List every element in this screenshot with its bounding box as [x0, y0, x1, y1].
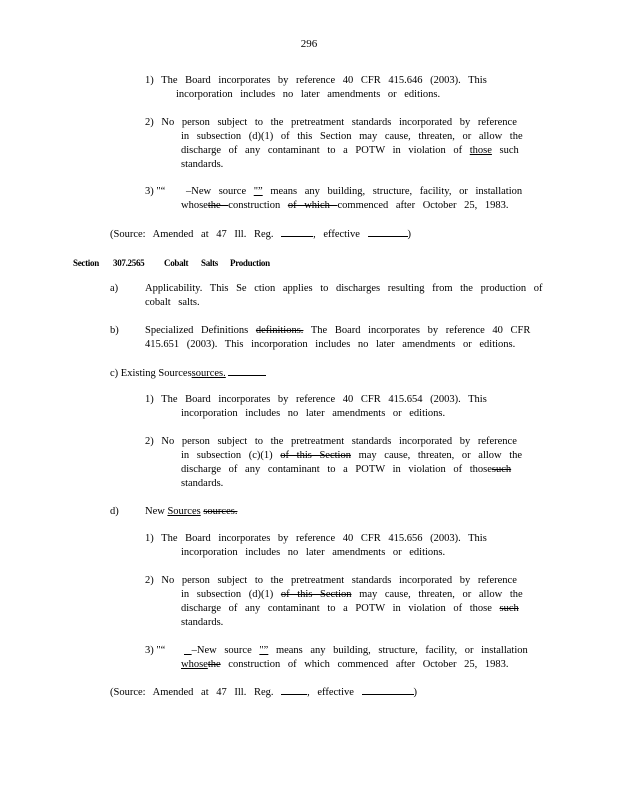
c2-line-1: 2) No person subject to the pretreatment standards incorporated by reference	[145, 436, 517, 447]
para-3-line-1: –New source "” means any building, structure, facility, or installation	[186, 186, 523, 197]
para-2-line-4: standards.	[181, 159, 224, 170]
section-title-word-2: Salts	[201, 258, 219, 268]
para-3-line-2: whosethe construction of which commenced after October 25, 1983.	[181, 200, 509, 211]
c2-line-4: standards.	[181, 478, 224, 489]
d3-number: 3) "“	[145, 645, 166, 656]
subsection-d-label: d)	[110, 506, 119, 517]
para-1-line-1: 1) The Board incorporates by reference 40 CFR 415.646 (2003). This	[145, 75, 487, 86]
subsection-a-label: a)	[110, 283, 119, 294]
d2-line-3: discharge of any contaminant to a POTW in violation of those such	[181, 603, 519, 614]
d2-line-1: 2) No person subject to the pretreatment standards incorporated by reference	[145, 575, 517, 586]
section-title-word-3: Production	[230, 258, 270, 268]
section-label: Section	[73, 258, 99, 268]
para-3-number: 3) "“	[145, 186, 166, 197]
subsection-b-line-2: 415.651 (2003). This incorporation includes no later amendments or editions.	[145, 339, 516, 350]
c1-line-2: incorporation includes no later amendments or editions.	[181, 408, 446, 419]
page-number: 296	[300, 38, 318, 50]
para-2-line-2: in subsection (d)(1) of this Section may cause, threaten, or allow the	[181, 131, 523, 142]
d2-line-2: in subsection (d)(1) of this Section may cause, threaten, or allow the	[181, 589, 523, 600]
subsection-c-heading: c) Existing Sourcessources.	[110, 366, 266, 381]
source-note-1: (Source: Amended at 47 Ill. Reg. , effective )	[110, 229, 412, 240]
d3-line-2: whosethe construction of which commenced after October 25, 1983.	[181, 659, 509, 670]
para-2-line-3: discharge of any contaminant to a POTW in violation of those such	[181, 145, 519, 156]
c1-line-1: 1) The Board incorporates by reference 40 CFR 415.654 (2003). This	[145, 394, 487, 405]
subsection-d-heading: New Sources sources.	[145, 506, 238, 517]
section-number: 307.2565	[113, 258, 145, 268]
c2-line-2: in subsection (c)(1) of this Section may cause, threaten, or allow the	[181, 450, 523, 461]
c2-line-3: discharge of any contaminant to a POTW in violation of thosesuch	[181, 464, 512, 475]
subsection-a-line-1: Applicability. This Se ction applies to discharges resulting from the production of	[145, 283, 543, 294]
d2-line-4: standards.	[181, 617, 224, 628]
subsection-a-line-2: cobalt salts.	[145, 297, 200, 308]
d3-line-1: –New source "” means any building, structure, facility, or installation	[191, 645, 528, 656]
subsection-b-label: b)	[110, 325, 119, 336]
d1-line-2: incorporation includes no later amendments or editions.	[181, 547, 446, 558]
d1-line-1: 1) The Board incorporates by reference 40 CFR 415.656 (2003). This	[145, 533, 487, 544]
para-1-line-2: incorporation includes no later amendments or editions.	[176, 89, 441, 100]
para-2-line-1: 2) No person subject to the pretreatment standards incorporated by reference	[145, 117, 517, 128]
source-note-2: (Source: Amended at 47 Ill. Reg. , effective )	[110, 687, 418, 698]
section-title-word-1: Cobalt	[164, 258, 189, 268]
subsection-b-line-1: Specialized Definitions definitions. The Board incorporates by reference 40 CFR	[145, 325, 531, 336]
